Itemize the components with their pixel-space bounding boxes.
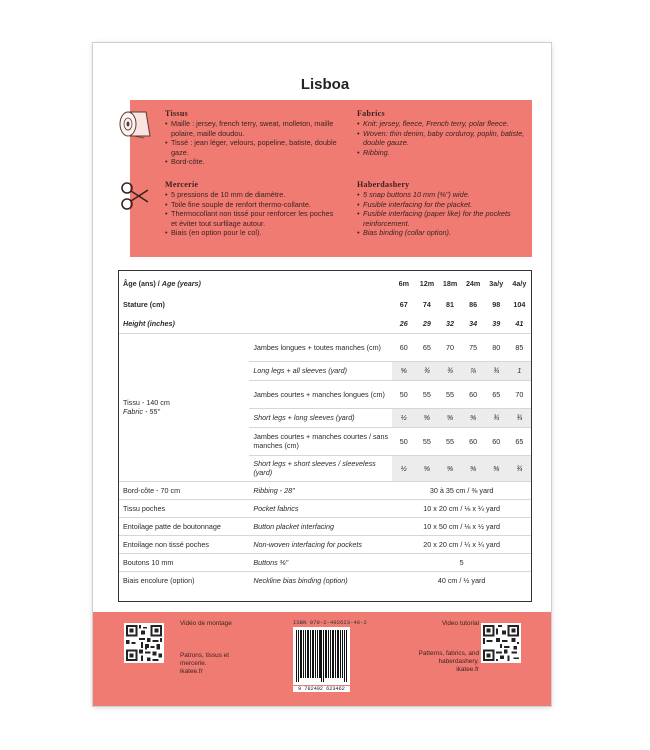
- row-label-en: Ribbing - 28": [249, 481, 392, 499]
- video-label-en: Video tutorial: [441, 620, 479, 627]
- fabrics-fr: [165, 109, 341, 166]
- fabric-cell: 65: [415, 333, 438, 361]
- fabric-cell: 50: [392, 427, 415, 455]
- fabric-label-fr: Tissu - 140 cm: [123, 398, 170, 407]
- fabric-cell: 75: [462, 333, 485, 361]
- row-label-en: Non-woven interfacing for pockets: [249, 535, 392, 553]
- fabric-cell: ⅝: [438, 455, 461, 481]
- fabric-cell: 55: [438, 427, 461, 455]
- list-item: • Biais (en option pour le col).: [165, 228, 341, 237]
- shop-text-en: [393, 650, 479, 675]
- fabric-cell: 60: [462, 427, 485, 455]
- haberdashery-fr: [165, 180, 341, 237]
- row-label-fr: Entoilage patte de boutonnage: [119, 517, 249, 535]
- fabric-cell: ½: [392, 455, 415, 481]
- fabric-row-label: Short legs + short sleeves / sleeveless (yard): [249, 455, 392, 481]
- list-item: • Bord-côte.: [165, 157, 341, 166]
- fabric-cell: ⅝: [392, 361, 415, 380]
- size-table: [119, 271, 531, 589]
- age-cell: 24m: [465, 278, 481, 288]
- list-item: • Ribbing.: [357, 148, 525, 157]
- stature-cell: 74: [422, 300, 431, 309]
- fabric-label: [119, 333, 249, 481]
- fabric-cell: ⅞: [462, 361, 485, 380]
- table-row: [119, 481, 531, 499]
- fabric-cell: ¾: [508, 408, 531, 427]
- fabric-cell: 55: [415, 380, 438, 408]
- fabric-cell: ¾: [508, 455, 531, 481]
- fabrics-en: [357, 109, 525, 157]
- footer-panel: [93, 612, 551, 706]
- fabric-label-en: Fabric - 55": [123, 407, 160, 416]
- fabric-cell: 60: [485, 427, 508, 455]
- age-cell: 3a/y: [489, 278, 504, 288]
- height-cell: 32: [446, 318, 455, 328]
- shop-text-fr: [180, 652, 242, 677]
- table-row: [119, 499, 531, 517]
- fabric-row-label: Jambes courtes + manches longues (cm): [249, 380, 392, 408]
- site-link-en[interactable]: ikatee.fr: [456, 666, 479, 674]
- row-label-fr: Biais encolure (option): [119, 571, 249, 589]
- fabric-cell: 55: [438, 380, 461, 408]
- age-cell: 6m: [398, 278, 409, 288]
- isbn-text: ISBN 978-2-492623-46-2: [293, 619, 367, 626]
- height-label: Height (inches): [123, 318, 175, 328]
- fabric-cell: 70: [508, 380, 531, 408]
- fabric-cell: 1: [508, 361, 531, 380]
- stature-cell: 67: [399, 300, 408, 309]
- list-item: • Maille : jersey, french terry, sweat, molleton, maille polaire, maille doudou.: [165, 119, 341, 138]
- fabric-cell: 80: [485, 333, 508, 361]
- haberdashery-heading-fr: Mercerie: [165, 180, 199, 189]
- list-item: • 5 pressions de 10 mm de diamètre.: [165, 190, 341, 199]
- fabric-cell: ⅝: [462, 455, 485, 481]
- barcode-icon: [293, 627, 350, 685]
- table-row: [119, 571, 531, 589]
- height-cell: 26: [399, 318, 408, 328]
- fabric-cell: 50: [392, 380, 415, 408]
- list-item: • Woven: thin denim, baby corduroy, poplin, batiste, double gauze.: [357, 129, 525, 148]
- stature-cell: 98: [492, 300, 501, 309]
- fabric-cell: ¾: [485, 361, 508, 380]
- height-cell: 29: [422, 318, 431, 328]
- fabric-row-label: Long legs + all sleeves (yard): [249, 361, 392, 380]
- fabric-cell: 85: [508, 333, 531, 361]
- fabric-cell: 60: [392, 333, 415, 361]
- list-item: • Bias binding (collar option).: [357, 228, 525, 237]
- list-item: • Tissé : jean léger, velours, popeline, batiste, double gaze.: [165, 138, 341, 157]
- stature-cell: 86: [469, 300, 478, 309]
- fabric-cell: ⅝: [415, 455, 438, 481]
- table-row: [119, 553, 531, 571]
- haberdashery-heading-en: Haberdashery: [357, 180, 410, 189]
- stature-cell: 104: [513, 300, 526, 309]
- pattern-title: Lisboa: [300, 76, 350, 93]
- table-row: [119, 517, 531, 535]
- site-link-fr[interactable]: ikatee.fr: [180, 668, 203, 676]
- fabric-cell: ¾: [415, 361, 438, 380]
- age-cell: 12m: [419, 278, 435, 288]
- row-value: 5: [392, 553, 531, 571]
- row-label-en: Neckline bias binding (option): [249, 571, 392, 589]
- fabric-row-label: Short legs + long sleeves (yard): [249, 408, 392, 427]
- stature-label: Stature (cm): [123, 300, 165, 309]
- age-header: [119, 271, 392, 295]
- fabric-cell: 65: [485, 380, 508, 408]
- height-cell: 39: [492, 318, 501, 328]
- shop-label-fr: Patrons, tissus et mercerie.: [180, 652, 230, 668]
- qr-code-icon[interactable]: [124, 623, 164, 663]
- video-label-fr: Vidéo de montage: [180, 620, 232, 627]
- fabric-row-label: Jambes longues + toutes manches (cm): [249, 333, 392, 361]
- table-row: [119, 535, 531, 553]
- height-cell: 41: [515, 318, 524, 328]
- row-label-fr: Boutons 10 mm: [119, 553, 249, 571]
- height-cell: 34: [469, 318, 478, 328]
- fabric-cell: ¾: [485, 408, 508, 427]
- stature-cell: 81: [446, 300, 455, 309]
- age-label-en: Age (years): [161, 278, 201, 288]
- shop-label-en: Patterns, fabrics, and haberdashery.: [418, 650, 479, 666]
- list-item: • 5 snap buttons 10 mm (⅜") wide.: [357, 190, 525, 199]
- fabric-cell: 60: [462, 380, 485, 408]
- table-row: [119, 314, 531, 333]
- fabric-cell: ⅝: [462, 408, 485, 427]
- scissors-icon: [120, 180, 150, 212]
- fabric-cell: ¾: [438, 361, 461, 380]
- materials-panel: [130, 100, 532, 257]
- row-label-fr: Entoilage non tissé poches: [119, 535, 249, 553]
- fabric-cell: ⅝: [485, 455, 508, 481]
- table-row: [119, 333, 531, 361]
- age-cell: 18m: [442, 278, 458, 288]
- fabric-cell: ⅝: [415, 408, 438, 427]
- haberdashery-en: [357, 180, 525, 237]
- fabric-row-label: Jambes courtes + manches courtes / sans manches (cm): [249, 427, 392, 455]
- row-label-en: Pocket fabrics: [249, 499, 392, 517]
- fabrics-heading-en: Fabrics: [357, 109, 385, 118]
- barcode-number: 9 782492 623462: [293, 686, 350, 692]
- fabric-cell: ⅝: [438, 408, 461, 427]
- list-item: • Knit: jersey, fleece, French terry, polar fleece.: [357, 119, 525, 128]
- fabric-roll-icon: [116, 108, 152, 140]
- fabric-cell: 70: [438, 333, 461, 361]
- fabric-cell: 65: [508, 427, 531, 455]
- row-value: 10 x 50 cm / ⅛ x ½ yard: [392, 517, 531, 535]
- row-label-fr: Tissu poches: [119, 499, 249, 517]
- row-label-en: Button placket interfacing: [249, 517, 392, 535]
- fabric-cell: ½: [392, 408, 415, 427]
- table-row: [119, 271, 531, 295]
- row-value: 10 x 20 cm / ⅛ x ¼ yard: [392, 499, 531, 517]
- list-item: • Thermocollant non tissé pour renforcer les poches et éviter tout surfilage autour.: [165, 209, 341, 228]
- row-value: 20 x 20 cm / ¼ x ¼ yard: [392, 535, 531, 553]
- list-item: • Fusible interfacing (paper like) for the pockets reinforcement.: [357, 209, 525, 228]
- qr-code-icon[interactable]: [481, 623, 521, 663]
- list-item: • Toile fine souple de renfort thermo-collante.: [165, 200, 341, 209]
- row-label-en: Buttons ⅜": [249, 553, 392, 571]
- row-value: 30 à 35 cm / ⅜ yard: [392, 481, 531, 499]
- row-label-fr: Bord-côte - 70 cm: [119, 481, 249, 499]
- age-cell: 4a/y: [512, 278, 527, 288]
- fabrics-heading-fr: Tissus: [165, 109, 189, 118]
- row-value: 40 cm / ½ yard: [392, 571, 531, 589]
- table-row: [119, 295, 531, 314]
- list-item: • Fusible interfacing for the placket.: [357, 200, 525, 209]
- age-label-fr: Âge (ans) /: [123, 278, 162, 288]
- size-chart: [118, 270, 532, 602]
- fabric-cell: 55: [415, 427, 438, 455]
